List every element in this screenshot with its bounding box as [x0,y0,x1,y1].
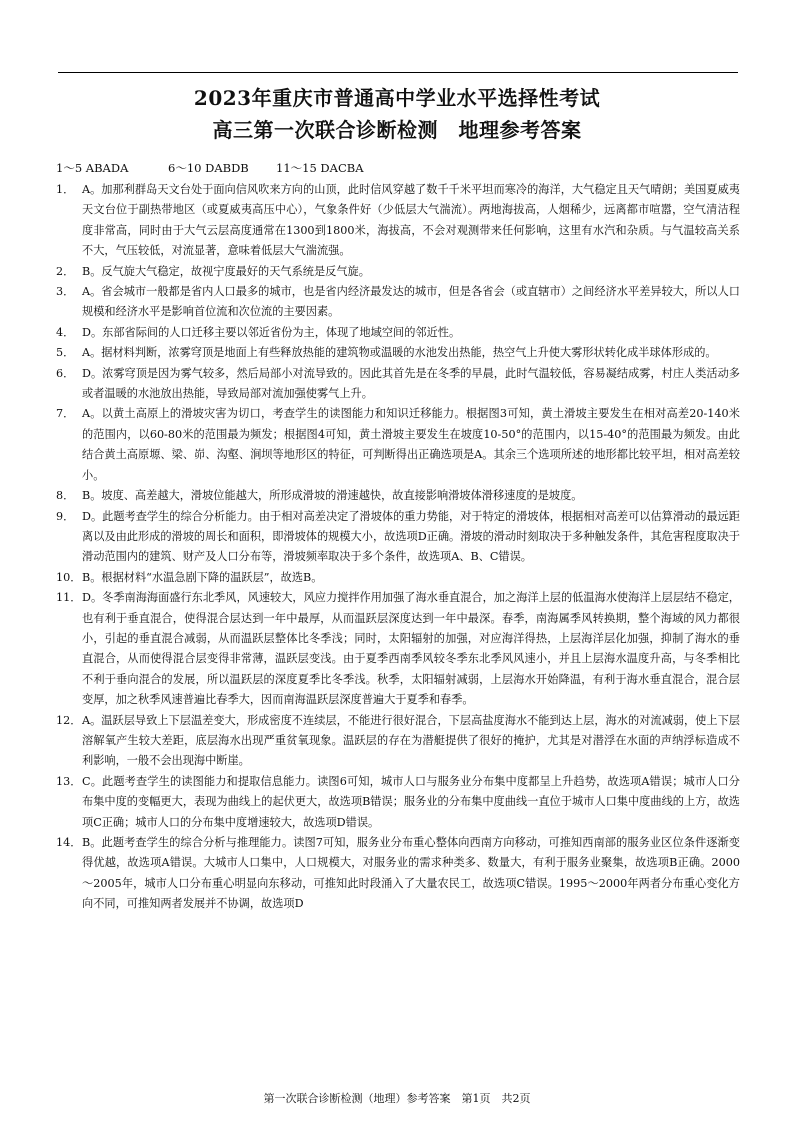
item-number: 4． [56,325,75,339]
item-number: 7． [56,407,75,421]
page-subtitle: 高三第一次联合诊断检测 地理参考答案 [212,118,582,142]
item-number: 13． [56,774,82,788]
item-number: 9． [56,509,75,523]
item-text: A。以黄土高原上的滑坡灾害为切口，考查学生的读图能力和知识迁移能力。根据图3可知，黄土滑坡主要发生在相对高差20-140米的范围内，以60-80米的范围最为频发；根据图4可知，黄土滑坡主要发生在坡度10-50°的范围内，以15-40°的范围最为频发。由此结合黄土高原塬、梁、峁、沟壑、涧坝等地形区的特征，可判断得出正确选项是A。其余三个选项所述的地形都比较平坦，相对高差较小。 [82,407,740,482]
item-number: 8． [56,489,75,503]
item-number: 6． [56,366,75,380]
item-text: A。加那利群岛天文台处于面向信风吹来方向的山顶，此时信风穿越了数千千米平坦而寒冷的海洋，大气稳定且天气晴朗；美国夏威夷天文台位于副热带地区（或夏威夷高压中心），气象条件好（少低层大气湍流）。两地海拔高，人烟稀少，远离都市喧嚣，空气清洁程度非常高，同时由于大气云层高度通常在1300到1800米，海拔高，不会对观测带来任何影响，这里有水汽和杂质。与气温较高关系不大，气压较低，对流显著，意味着低层大气湍流强。 [82,183,740,258]
item-text: B。反气旋大气稳定，故视宁度最好的天气系统是反气旋。 [82,264,370,278]
item-text: B。此题考查学生的综合分析与推理能力。读图7可知，服务业分布重心整体向西南方向移动，可推知西南部的服务业区位条件逐渐变得优越，故选项A错误。大城市人口集中，人口规模大，对服务业的需求种类多、数量大，有利于服务业聚集，故选项B正确。2000～2005年，城市人口分布重心明显向东移动，可推知此时段涌入了大量农民工，故选项C错误。1995～2000年两者分布重心变化方向不同，可推知两者发展并不协调，故选项D [82,836,740,911]
page-title: 2023年重庆市普通高中学业水平选择性考试 [193,86,601,110]
item-number: 3． [56,285,75,299]
item-number: 10． [56,570,82,584]
explanation-item [56,404,740,486]
item-number: 5． [56,346,75,360]
explanation-item [56,711,740,772]
explanation-item [56,568,740,588]
page-footer: 第一次联合诊断检测（地理）参考答案 第1页 共2页 [263,1092,531,1105]
item-text: A。省会城市一般都是省内人口最多的城市，也是省内经济最发达的城市，但是各省会（或直辖市）之间经济水平差异较大，所以人口规模和经济水平是影响首位流和次位流的主要因素。 [82,285,740,319]
item-text: A。温跃层导致上下层温差变大，形成密度不连续层，不能进行很好混合，下层高盐度海水不能到达上层，海水的对流减弱，使上下层溶解氧产生较大差距，底层海水出现严重贫氧现象。温跃层的存在为潜艇提供了很好的掩护，尤其是对潜浮在水面的声纳浮标造成不利影响，一般不会出现海中断崖。 [82,713,740,768]
item-text: D。冬季南海海面盛行东北季风，风速较大，风应力搅拌作用加强了海水垂直混合，加之海洋上层的低温海水使海洋上层层结不稳定，也有利于垂直混合，使得混合层达到一年中最厚，从而温跃层深度达到一年中最深。春季，南海属季风转换期，整个海域的风力都很小，引起的垂直混合减弱，从而温跃层整体比冬季浅；同时，太阳辐射的加强，对应海洋得热，上层海洋层化加强，抑制了海水的垂直混合，从而使得混合层变得非常薄，温跃层变浅。由于夏季西南季风较冬季东北季风风速小，并且上层海水温度升高，与冬季相比不利于垂向混合的发展，所以温跃层的深度夏季比冬季浅。秋季，太阳辐射减弱，上层海水开始降温，有利于海水垂直混合，混合层变厚，加之秋季风速普遍比春季大，因而南海温跃层深度普遍大于夏季和春季。 [82,591,740,707]
explanation-item [56,262,740,282]
item-number: 11． [56,591,82,605]
explanation-item [56,180,740,262]
item-text: C。此题考查学生的读图能力和提取信息能力。读图6可知，城市人口与服务业分布集中度都呈上升趋势，故选项A错误；城市人口分布集中度的变幅更大，表现为曲线上的起伏更大，故选项B错误；服务业的分布集中度曲线一直位于城市人口集中度曲线的上方，故选项C正确；城市人口的分布集中度增速较大，故选项D错误。 [82,774,740,829]
header-rule [58,72,738,73]
answer-key-group-3: 11～15 DACBA [276,161,364,175]
explanation-item [56,323,740,343]
item-text: D。东部省际间的人口迁移主要以邻近省份为主，体现了地域空间的邻近性。 [82,325,461,339]
answer-key-group-2: 6～10 DABDB [168,161,249,175]
item-number: 14． [56,836,82,849]
answer-key [56,160,364,176]
item-text: D。此题考查学生的综合分析能力。由于相对高差决定了滑坡体的重力势能，对于特定的滑坡体，根据相对高差可以估算滑动的最远距离以及由此形成的滑坡的周长和面积，即滑坡体的规模大小，故选项D正确。滑坡的滑动时刻取决于多种触发条件，其危害程度取决于滑动范围内的建筑、财产及人口分布等，滑坡频率取决于多个条件，故选项A、B、C错误。 [82,509,740,564]
explanation-item [56,486,740,506]
item-text: B。根据材料“水温急剧下降的温跃层”，故选B。 [82,570,323,584]
answer-key-group-1: 1～5 ABADA [56,161,129,175]
explanation-item [56,282,740,323]
explanation-item [56,833,740,915]
item-number: 12． [56,713,82,727]
item-number: 2． [56,264,75,278]
explanation-item [56,343,740,363]
item-text: B。坡度、高差越大，滑坡位能越大，所形成滑坡的滑速越快，故直接影响滑坡体滑移速度的是坡度。 [82,489,583,503]
explanation-item [56,772,740,833]
explanation-list [56,180,740,915]
item-text: D。浓雾穹顶是因为雾气较多，然后局部小对流导致的。因此其首先是在冬季的早晨，此时气温较低，容易凝结成雾，村庄人类活动多或者温暖的水池放出热能，导致局部对流加强使雾气上升。 [82,366,740,401]
explanation-item [56,588,740,710]
explanation-item [56,507,740,568]
explanation-item [56,364,740,405]
item-text: A。据材料判断，浓雾穹顶是地面上有些释放热能的建筑物或温暖的水池发出热能，热空气上升使大雾形状转化成半球体形成的。 [82,346,717,360]
item-number: 1． [56,183,75,196]
